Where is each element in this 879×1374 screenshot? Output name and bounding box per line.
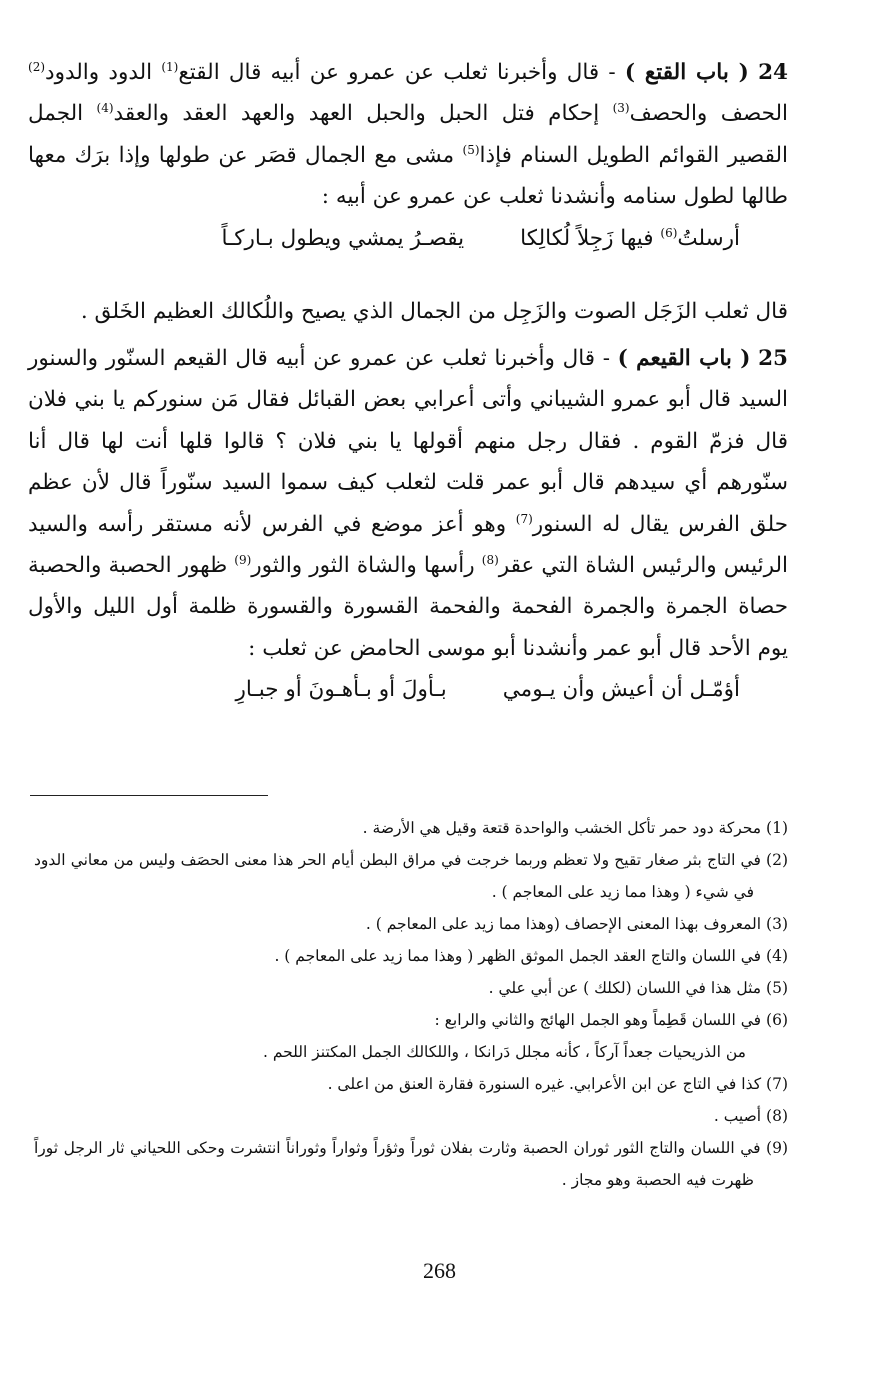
entry-text: ظهور الحصبة والحصبة حصاة الجمرة والجمرة الفحمة والفحمة القسورة والقسورة ظلمة أول الليل والأول يوم الأحد قال أبو عمر وأنشدنا أبو موسى الحامض عن ثعلب : bbox=[28, 553, 788, 661]
footnote: (5) مثل هذا في اللسان (لكلك ) عن أبي علي . bbox=[488, 979, 788, 997]
body-text bbox=[28, 52, 788, 710]
verse-hemistich-second: بـأولَ أو بـأهـونَ أو جبـارِ bbox=[235, 677, 447, 703]
footnote-ref: (6) bbox=[660, 225, 678, 240]
footnote: (7) كذا في التاج عن ابن الأعرابي. غيره السنورة فقارة العنق من اعلى . bbox=[327, 1075, 788, 1093]
main-text bbox=[28, 52, 788, 710]
footnote: (8) أصيب . bbox=[713, 1107, 788, 1125]
footnote: (1) محركة دود حمر تأكل الخشب والواحدة قتعة وقيل هي الأرضة . bbox=[362, 819, 788, 837]
footnotes bbox=[34, 812, 788, 1196]
footnote: (4) في اللسان والتاج العقد الجمل الموثق الظهر ( وهذا مما زيد على المعاجم ) . bbox=[274, 947, 788, 965]
entry-text: رأسها والشاة الثور والثور bbox=[251, 553, 475, 579]
paragraph: قال ثعلب الزَجَل الصوت والزَجِل من الجمال الذي يصيح واللُكالك العظيم الخَلق . bbox=[80, 298, 788, 324]
entry-text: الحصف والحصف bbox=[629, 101, 788, 127]
footnote: (9) في اللسان والتاج الثور ثوران الحصبة وثارت بفلان ثوراً وثؤراً وثواراً وثوراناً انتشرت وحكى اللحياني ثار الرجل ثوراً ظهرت فيه الحصبة وهو مجاز . bbox=[34, 1139, 789, 1189]
footnote-ref: (9) bbox=[234, 552, 252, 567]
footnote-ref: (8) bbox=[481, 552, 499, 567]
verse-hemistich-first: أرسلتُ$^{(6)}$ فيها زَجِلاً لُكالِكا bbox=[520, 225, 740, 251]
entry-number: 24 bbox=[758, 60, 788, 85]
entry-text: مشى مع الجمال قصَر عن طولها وإذا برَك معها طالها لطول سنامه وأنشدنا ثعلب عن عمرو عن أبيه : bbox=[28, 142, 788, 210]
verse-hemistich-second: يقصـرُ يمشي ويطول بـاركـاً bbox=[221, 225, 465, 251]
footnote-divider bbox=[30, 795, 268, 796]
entry-24 bbox=[28, 52, 788, 218]
footnote-ref: (5) bbox=[462, 142, 480, 157]
verse-line bbox=[28, 218, 740, 259]
footnote: (3) المعروف بهذا المعنى الإحصاف (وهذا مما زيد على المعاجم ) . bbox=[365, 915, 788, 933]
entry-25 bbox=[28, 338, 788, 669]
footnote-ref: (2) bbox=[28, 59, 46, 74]
entry-text: وهو أعز موضع في الفرس لأنه مستقر رأسه والسيد الرئيس والرئيس الشاة التي عقر bbox=[28, 511, 789, 579]
entry-title: ( باب القيعم ) bbox=[617, 346, 751, 372]
footnote-ref: (3) bbox=[612, 101, 630, 116]
entry-text: الجمل القصير القوائم الطويل السنام فإذا bbox=[28, 101, 788, 168]
entry-title: ( باب القتع ) bbox=[624, 60, 749, 85]
entry-number: 25 bbox=[758, 346, 788, 372]
footnote-continuation: من الذريحيات جعداً آركاً ، كأنه مجلل دَرانكا ، واللكالك الجمل المكتنز اللحم . bbox=[262, 1043, 746, 1061]
footnote: (2) في التاج بثر صغار تقيح ولا تعظم وربما خرجت في مراق البطن أيام الحر هذا معنى الحصَف وليس من معاني الدود في شيء ( وهذا مما زيد على المعاجم ) . bbox=[34, 851, 788, 901]
entry-text: الدود والدود bbox=[45, 60, 153, 85]
page-number: 268 bbox=[423, 1258, 456, 1283]
verse-hemistich-first: أؤمّـل أن أعيش وأن يـومي bbox=[502, 677, 740, 703]
entry-text: - قال وأخبرنا ثعلب عن عمرو عن أبيه قال القيعم السنّور والسنور السيد قال أبو عمرو الشيباني وأتى أعرابي بعض القبائل فقال مَن سنوركم يا بني فلان قال فزمّ القوم . فقال رجل منهم أقولها يا بني فلان ؟ قالوا قلها أنت لها قال أنا سنّورهم أي سيدهم قال أبو عمر قلت لثعلب كيف سموا السيد سنّوراً قال لأن عظم حلق الفرس يقال له السنور bbox=[28, 346, 788, 537]
footnote-ref: (4) bbox=[96, 101, 114, 116]
verse-line bbox=[28, 669, 740, 710]
footnote-ref: (1) bbox=[161, 59, 179, 74]
entry-text: - قال وأخبرنا ثعلب عن عمرو عن أبيه قال القتع bbox=[178, 60, 616, 85]
entry-text: إحكام فتل الحبل والحبل العهد والعهد العقد والعقد bbox=[113, 101, 600, 127]
footnote-ref: (7) bbox=[515, 511, 533, 526]
footnote: (6) في اللسان قَطِماً وهو الجمل الهائج والثاني والرابع : bbox=[434, 1011, 788, 1029]
